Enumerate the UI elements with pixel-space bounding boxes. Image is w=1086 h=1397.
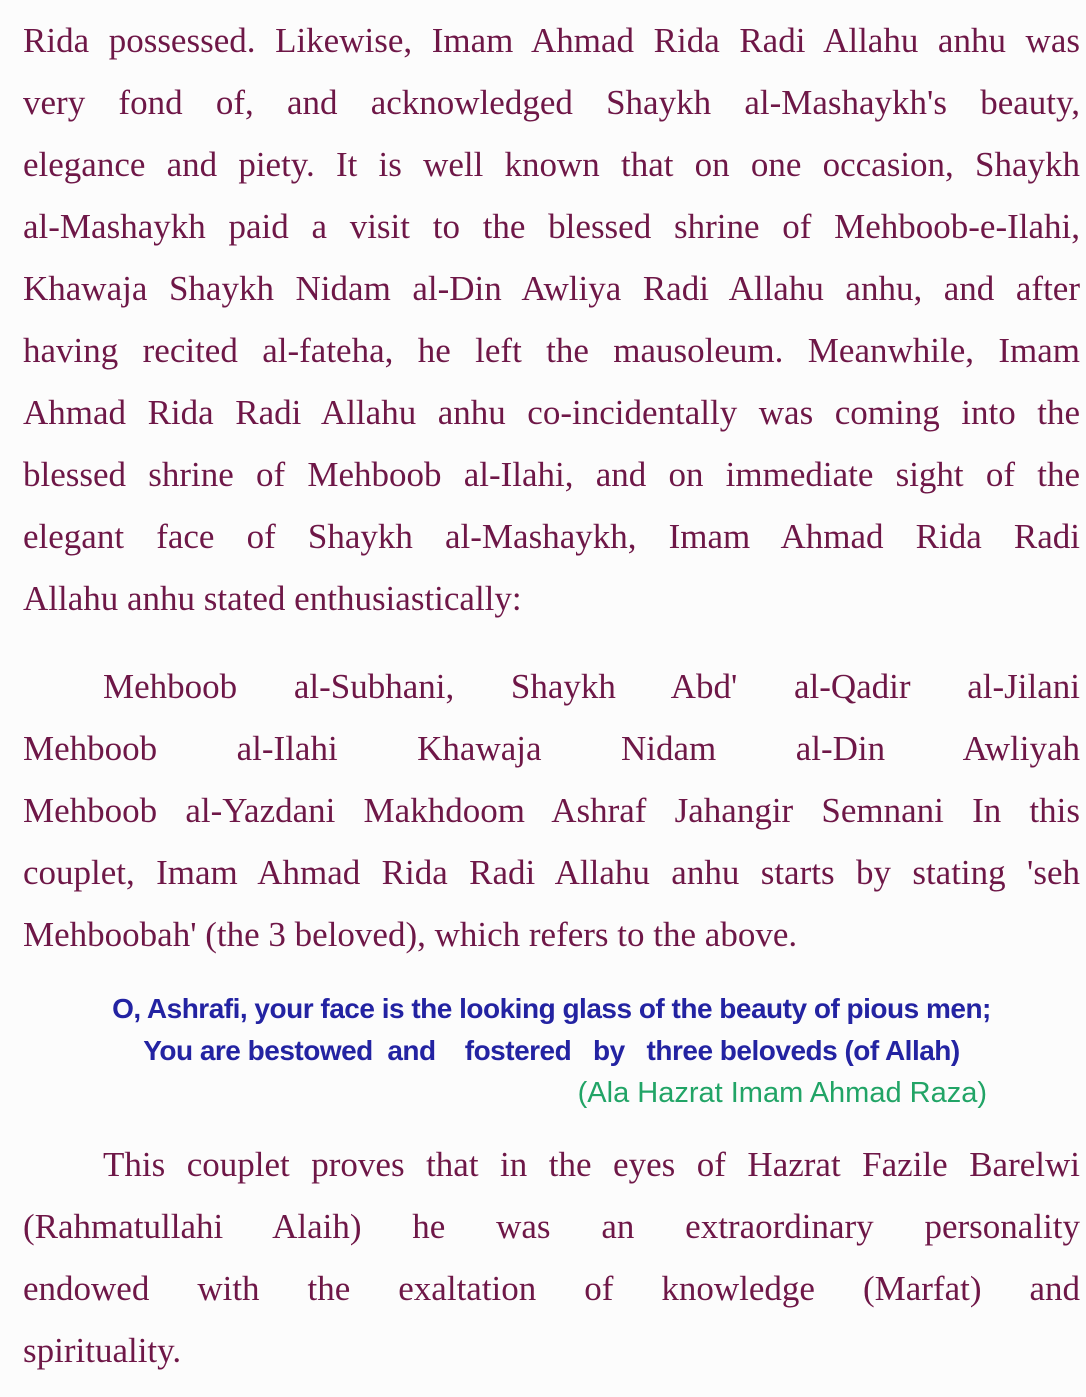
text-line: very fond of, and acknowledged Shaykh al-Mashaykh's beauty, [23,83,1080,122]
text-line: al-Mashaykh paid a visit to the blessed shrine of Mehboob-e-Ilahi, [23,207,1080,246]
text-line: elegance and piety. It is well known that on one occasion, Shaykh [23,145,1080,184]
text-line: Allahu anhu stated enthusiastically: [23,579,522,618]
couplet-attribution: (Ala Hazrat Imam Ahmad Raza) [577,1077,987,1109]
text-line: having recited al-fateha, he left the mausoleum. Meanwhile, Imam [23,331,1080,370]
text-line: Mehboob al-Yazdani Makhdoom Ashraf Jahangir Semnani In this [23,791,1080,830]
text-line: blessed shrine of Mehboob al-Ilahi, and on immediate sight of the [23,455,1080,494]
text-line: couplet, Imam Ahmad Rida Radi Allahu anhu starts by stating 'seh [23,853,1080,892]
couplet-translation [23,988,1080,1072]
text-line: endowed with the exaltation of knowledge (Marfat) and [23,1269,1080,1308]
text-line: spirituality. [23,1331,182,1370]
text-line: Rida possessed. Likewise, Imam Ahmad Rida Radi Allahu anhu was [23,21,1080,60]
paragraph-couplet-transliteration [23,656,1080,966]
text-line: This couplet proves that in the eyes of Hazrat Fazile Barelwi [103,1145,1080,1184]
text-line: You are bestowed and fostered by three beloveds (of Allah) [143,1035,960,1066]
text-line: O, Ashrafi, your face is the looking glass of the beauty of pious men; [112,993,991,1024]
text-line: Khawaja Shaykh Nidam al-Din Awliya Radi Allahu anhu, and after [23,269,1080,308]
text-line: Mehboob al-Subhani, Shaykh Abd' al-Qadir al-Jilani [103,667,1080,706]
text-line: Mehboobah' (the 3 beloved), which refers to the above. [23,915,798,954]
text-line: (Rahmatullahi Alaih) he was an extraordinary personality [23,1207,1080,1246]
text-line: elegant face of Shaykh al-Mashaykh, Imam Ahmad Rida Radi [23,517,1080,556]
text-line: Ahmad Rida Radi Allahu anhu co-incidentally was coming into the [23,393,1080,432]
paragraph-intro [23,10,1080,630]
paragraph-closing [23,1134,1080,1382]
text-line: Mehboob al-Ilahi Khawaja Nidam al-Din Awliyah [23,729,1080,768]
